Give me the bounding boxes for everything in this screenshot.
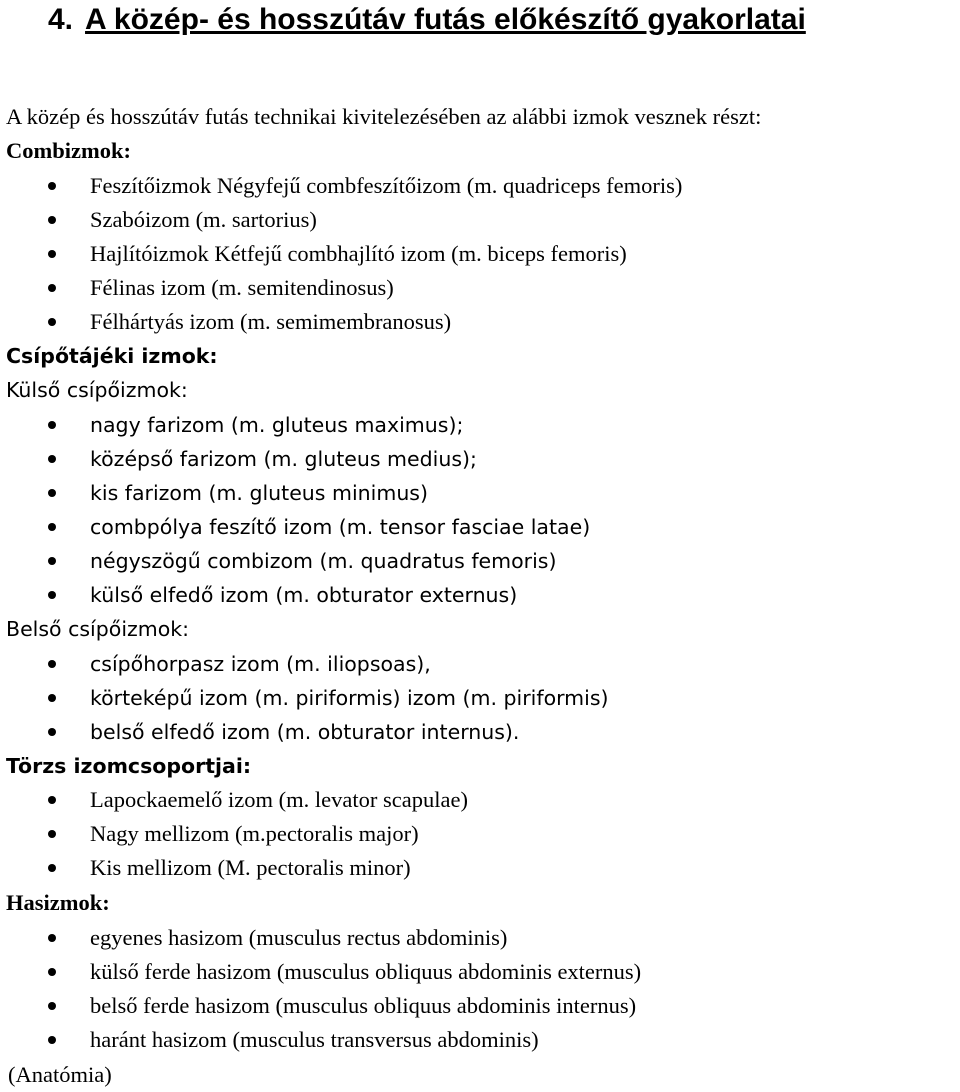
hasizmok-heading: Hasizmok: xyxy=(6,890,110,915)
list-item: belső ferde hasizom (musculus obliquus abdominis internus) xyxy=(90,993,637,1018)
list-item: csípőhorpasz izom (m. iliopsoas), xyxy=(90,652,431,676)
section-number: 4. xyxy=(48,3,74,36)
bullet-icon xyxy=(48,968,56,976)
bullet-icon xyxy=(48,1002,56,1010)
bullet-icon xyxy=(48,523,56,531)
list-item: belső elfedő izom (m. obturator internus). xyxy=(90,720,520,744)
list-item: Félinas izom (m. semitendinosus) xyxy=(90,275,394,300)
bullet-icon xyxy=(48,830,56,838)
bullet-icon xyxy=(48,660,56,668)
list-item: Lapockaemelő izom (m. levator scapulae) xyxy=(90,787,468,812)
list-item: Félhártyás izom (m. semimembranosus) xyxy=(90,309,452,334)
list-item: Feszítőizmok Négyfejű combfeszítőizom (m. quadriceps femoris) xyxy=(90,173,683,198)
bullet-icon xyxy=(48,796,56,804)
list-item: külső elfedő izom (m. obturator externus) xyxy=(90,583,518,607)
bullet-icon xyxy=(48,455,56,463)
list-item: kis farizom (m. gluteus minimus) xyxy=(90,481,428,505)
bullet-icon xyxy=(48,489,56,497)
bullet-icon xyxy=(48,421,56,429)
bullet-icon xyxy=(48,250,56,258)
list-item: Hajlítóizmok Kétfejű combhajlító izom (m. biceps femoris) xyxy=(90,241,627,266)
bullet-icon xyxy=(48,284,56,292)
bullet-icon xyxy=(48,591,56,599)
bullet-icon xyxy=(48,728,56,736)
kulso-csipo-heading: Külső csípőizmok: xyxy=(6,378,188,402)
list-item: egyenes hasizom (musculus rectus abdominis) xyxy=(90,925,508,950)
bullet-icon xyxy=(48,1036,56,1044)
csipo-heading: Csípőtájéki izmok: xyxy=(6,344,218,368)
bullet-icon xyxy=(48,318,56,326)
list-item: külső ferde hasizom (musculus obliquus abdominis externus) xyxy=(90,959,642,984)
bullet-icon xyxy=(48,864,56,872)
combizmok-heading: Combizmok: xyxy=(6,138,131,163)
list-item: Szabóizom (m. sartorius) xyxy=(90,207,317,232)
list-item: körteképű izom (m. piriformis) izom (m. piriformis) xyxy=(90,686,609,710)
bullet-icon xyxy=(48,694,56,702)
list-item: haránt hasizom (musculus transversus abdominis) xyxy=(90,1027,539,1052)
bullet-icon xyxy=(48,216,56,224)
list-item: combpólya feszítő izom (m. tensor fasciae latae) xyxy=(90,515,591,539)
belso-csipo-heading: Belső csípőizmok: xyxy=(6,617,190,641)
page-title xyxy=(48,2,806,38)
bullet-icon xyxy=(48,934,56,942)
list-item: négyszögű combizom (m. quadratus femoris) xyxy=(90,549,557,573)
torzs-heading: Törzs izomcsoportjai: xyxy=(6,754,252,778)
source-note: (Anatómia) xyxy=(8,1062,112,1087)
list-item: nagy farizom (m. gluteus maximus); xyxy=(90,413,464,437)
list-item: középső farizom (m. gluteus medius); xyxy=(90,447,477,471)
list-item: Kis mellizom (M. pectoralis minor) xyxy=(90,855,411,880)
bullet-icon xyxy=(48,557,56,565)
bullet-icon xyxy=(48,182,56,190)
intro-text: A közép és hosszútáv futás technikai kivitelezésében az alábbi izmok vesznek részt: xyxy=(6,104,762,129)
section-title: A közép- és hosszútáv futás előkészítő gyakorlatai xyxy=(85,3,806,36)
list-item: Nagy mellizom (m.pectoralis major) xyxy=(90,821,419,846)
